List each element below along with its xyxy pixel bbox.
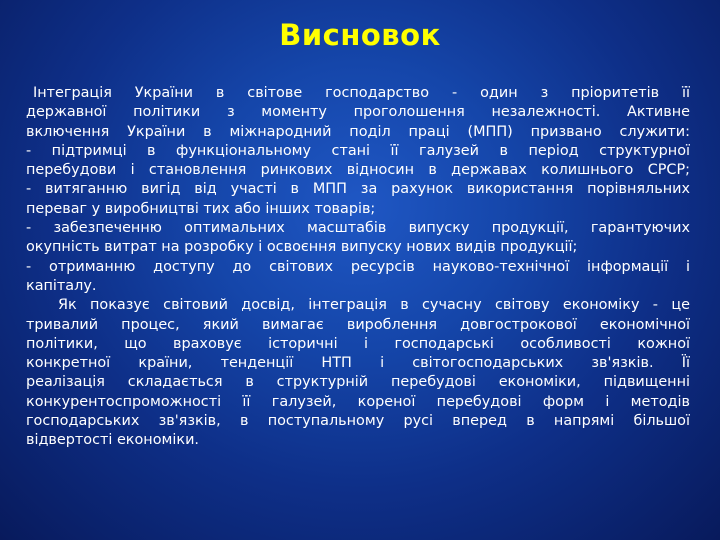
body-line: переваг у виробництві тих або інших товарів;: [26, 200, 376, 217]
body-line: державної політики з моменту проголошення незалежності. Активне: [26, 104, 690, 121]
body-line: конкретної країни, тенденції НТП і світогосподарських зв'язків. Її: [26, 355, 690, 372]
body-line: - підтримці в функціональному стані її галузей в період структурної: [26, 142, 690, 159]
body-line: капіталу.: [26, 277, 97, 294]
body-line: перебудови і становлення ринкових відносин в державах колишнього СРСР;: [26, 162, 690, 179]
body-line: тривалий процес, який вимагає вироблення довгострокової економічної: [26, 316, 690, 333]
body-line: реалізація складається в структурній перебудові економіки, підвищенні: [26, 374, 690, 391]
body-line: - отриманню доступу до світових ресурсів науково-технічної інформації і: [26, 258, 690, 275]
body-line: окупність витрат на розробку і освоєння випуску нових видів продукції;: [26, 239, 578, 256]
body-line: Інтеграція України в світове господарство - один з пріоритетів її: [33, 85, 690, 101]
body-line: - витяганню вигід від участі в МПП за рахунок використання порівняльних: [26, 181, 690, 198]
body-line: відвертості економіки.: [26, 432, 199, 449]
body-line: політики, що враховує історичні і господарські особливості кожної: [26, 335, 690, 352]
body-line: Як показує світовий досвід, інтеграція в сучасну світову економіку - це: [58, 297, 690, 314]
body-line: конкурентоспроможності її галузей, кореної перебудові форм і методів: [26, 393, 690, 410]
body-line: включення України в міжнародний поділ праці (МПП) призвано служити:: [26, 123, 690, 140]
body-line: господарських зв'язків, в поступальному русі вперед в напрямі більшої: [26, 413, 690, 430]
slide-body: [26, 84, 690, 451]
slide-title: Висновок: [279, 18, 441, 52]
body-line: - забезпеченню оптимальних масштабів випуску продукції, гарантуючих: [26, 220, 690, 237]
